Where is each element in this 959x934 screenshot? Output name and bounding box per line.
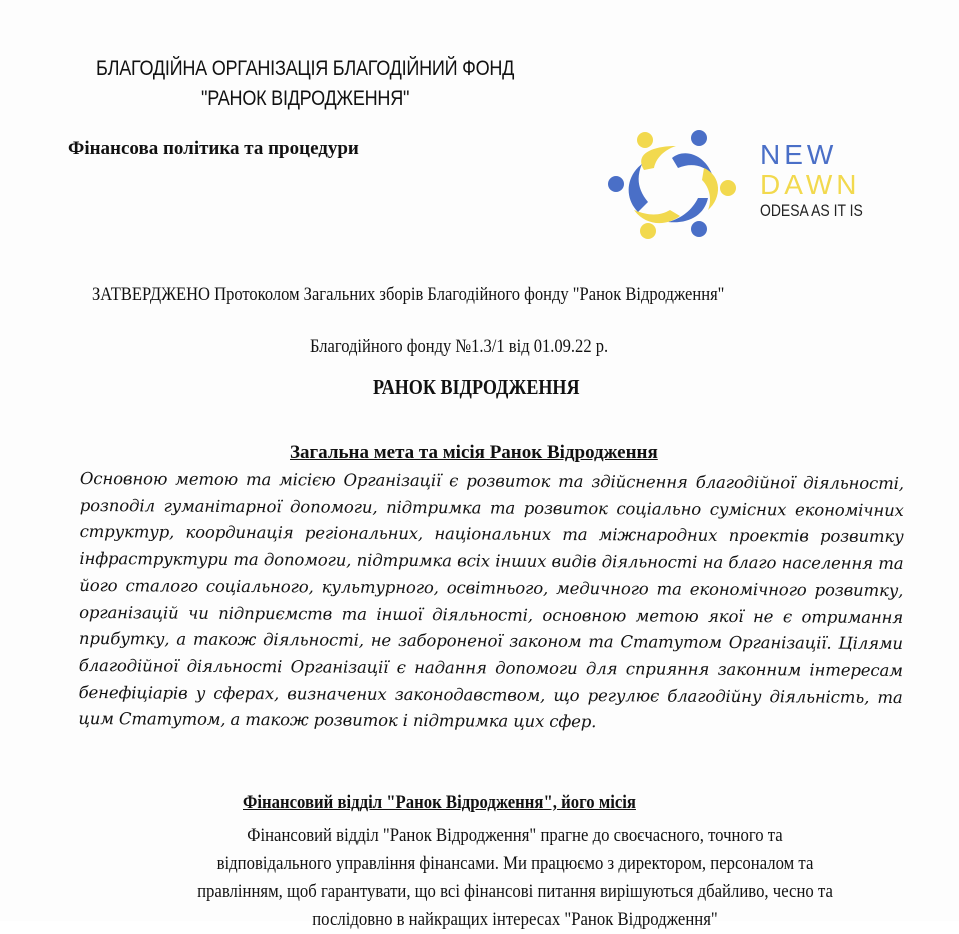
mission-paragraph: Основною метою та місією Організації є розвиток та здійснення благодійної діяльності, розподіл гуманітарної допомоги, підтримка та розвиток соціально сумісних економічних структур, координація регіональних, національних та міжнародних проектів розвитку інфраструктури та допомоги, підтримка всіх інших видів діяльності на благо населення та його сталого соціального, культурного, освітнього, медичного та економічного розвитку, організацій чи підприємств та іншої діяльності, основною метою якої не є отримання прибутку, а також діяльності, не забороненої законом та Статутом Організації. Цілями благодійної діяльності Організації є надання допомоги для сприяння законним інтересам бенефіціарів у сферах, визначених законодавством, що регулює благодійну діяльність, та цим Статутом, а також розвиток і підтримка цих сфер. <box>78 468 904 732</box>
logo-word-dawn: DAWN <box>760 169 861 200</box>
section-heading-mission: Загальна мета та місія Ранок Відродження <box>290 442 658 463</box>
finance-line: послідовно в найкращих інтересах "Ранок Відродження" <box>312 909 718 930</box>
logo-swoosh-blue-left <box>629 164 648 212</box>
logo-dot-yellow-bottom <box>640 223 656 239</box>
logo-swoosh-yellow-top <box>641 146 676 170</box>
finance-line: Фінансовий відділ "Ранок Відродження" прагне до своєчасного, точного та <box>247 825 783 846</box>
section-heading-finance: Фінансовий відділ "Ранок Відродження", його місія <box>243 792 636 813</box>
protocol-reference: Благодійного фонду №1.3/1 від 01.09.22 р. <box>310 336 609 357</box>
organization-title <box>60 54 550 114</box>
logo-dot-yellow-right <box>720 180 736 196</box>
logo-tagline: ODESA AS IT IS <box>760 201 863 220</box>
org-title-line1: БЛАГОДІЙНА ОРГАНІЗАЦІЯ БЛАГОДІЙНИЙ ФОНД <box>96 57 515 80</box>
people-circle-logo-icon <box>604 124 740 242</box>
logo-dot-blue-left <box>608 176 624 192</box>
logo-dot-yellow-top <box>637 132 653 148</box>
finance-line: відповідального управління фінансами. Ми працюємо з директором, персоналом та <box>216 853 814 874</box>
finance-paragraph <box>120 822 910 934</box>
finance-line: правлінням, щоб гарантувати, що всі фінансові питання вирішуються дбайливо, чесно та <box>197 881 833 902</box>
org-title-line2: "РАНОК ВІДРОДЖЕННЯ" <box>201 87 410 110</box>
logo-word-new: NEW <box>760 139 838 170</box>
main-title: РАНОК ВІДРОДЖЕННЯ <box>373 375 580 399</box>
approval-statement: ЗАТВЕРДЖЕНО Протоколом Загальних зборів Благодійного фонду "Ранок Відродження" <box>92 284 725 305</box>
logo-dot-blue-bottom <box>691 221 707 237</box>
logo-dot-blue-top <box>691 130 707 146</box>
logo-wordmark <box>760 140 885 222</box>
document-subtitle: Фінансова політика та процедури <box>68 138 359 159</box>
